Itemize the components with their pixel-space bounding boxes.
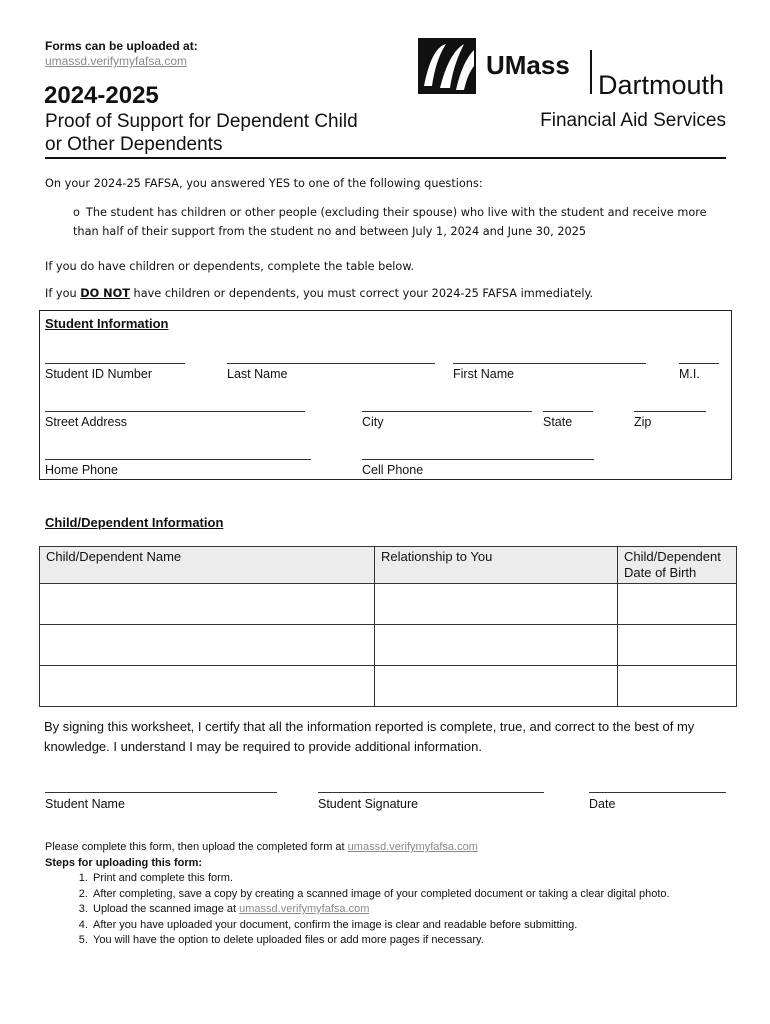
bullet-text: The student has children or other people (excluding their spouse) who live with the student and receive more than half of their support from the student no and between July 1, 2024 and June 30, 2025 (73, 206, 707, 238)
title-line-1: Proof of Support for Dependent Child (45, 111, 358, 132)
zip-label: Zip (634, 415, 652, 429)
dependent-name-cell[interactable] (40, 625, 375, 666)
header-divider (45, 157, 726, 159)
upload-instructions (45, 840, 735, 949)
date-line[interactable] (589, 792, 726, 793)
cell-phone-line[interactable] (362, 459, 594, 460)
student-info-heading: Student Information (45, 316, 169, 331)
title-line-2: or Other Dependents (45, 134, 223, 155)
street-address-line[interactable] (45, 411, 305, 412)
dependent-info-heading: Child/Dependent Information (45, 515, 224, 530)
student-id-label: Student ID Number (45, 367, 152, 381)
instructions-intro-text: Please complete this form, then upload the completed form at (45, 841, 348, 853)
zip-line[interactable] (634, 411, 706, 412)
if-not-suffix: have children or dependents, you must correct your 2024-25 FAFSA immediately. (129, 287, 594, 300)
if-have-dependents: If you do have children or dependents, complete the table below. (45, 260, 415, 273)
instructions-intro (45, 840, 735, 856)
instructions-upload-link[interactable]: umassd.verifymyfafsa.com (347, 841, 478, 853)
mi-line[interactable] (679, 363, 719, 364)
fafsa-question-bullet (73, 203, 728, 241)
dependent-name-cell[interactable] (40, 584, 375, 625)
last-name-label: Last Name (227, 367, 288, 381)
cell-phone-label: Cell Phone (362, 463, 424, 477)
student-information-box (39, 310, 732, 480)
list-item: 2. After completing, save a copy by creating a scanned image of your completed document or taking a clear digital photo. (91, 887, 735, 903)
relationship-cell[interactable] (375, 625, 618, 666)
date-of-birth-cell[interactable] (618, 584, 737, 625)
logo-campus-text: Dartmouth (598, 70, 725, 98)
mi-label: M.I. (679, 367, 700, 381)
department-name: Financial Aid Services (540, 110, 726, 131)
student-name-line[interactable] (45, 792, 277, 793)
date-label: Date (589, 797, 616, 811)
city-label: City (362, 415, 384, 429)
list-item: 4. After you have uploaded your document, confirm the image is clear and readable before submitting. (91, 918, 735, 934)
city-line[interactable] (362, 411, 532, 412)
table-row (40, 625, 737, 666)
state-line[interactable] (543, 411, 593, 412)
steps-list (45, 871, 735, 949)
logo-mark-icon (418, 38, 476, 94)
date-of-birth-cell[interactable] (618, 625, 737, 666)
student-signature-line[interactable] (318, 792, 544, 793)
form-year: 2024-2025 (44, 82, 159, 109)
street-address-label: Street Address (45, 415, 127, 429)
relationship-cell[interactable] (375, 666, 618, 707)
table-header-row (40, 547, 737, 584)
first-name-line[interactable] (453, 363, 646, 364)
form-title (45, 110, 425, 156)
table-row (40, 584, 737, 625)
col-dependent-name: Child/Dependent Name (40, 547, 375, 584)
relationship-cell[interactable] (375, 584, 618, 625)
umass-dartmouth-logo (416, 36, 726, 98)
dependents-table (39, 546, 737, 707)
date-of-birth-cell[interactable] (618, 666, 737, 707)
student-id-line[interactable] (45, 363, 185, 364)
first-name-label: First Name (453, 367, 515, 381)
table-row (40, 666, 737, 707)
student-signature-label: Student Signature (318, 797, 419, 811)
upload-link[interactable]: umassd.verifymyfafsa.com (45, 54, 188, 68)
fafsa-question-intro: On your 2024-25 FAFSA, you answered YES to one of the following questions: (45, 177, 483, 190)
col-relationship: Relationship to You (375, 547, 618, 584)
step3-upload-link[interactable]: umassd.verifymyfafsa.com (239, 903, 370, 915)
bullet-icon: o (73, 206, 80, 219)
dependent-name-cell[interactable] (40, 666, 375, 707)
state-label: State (543, 415, 573, 429)
home-phone-line[interactable] (45, 459, 311, 460)
home-phone-label: Home Phone (45, 463, 118, 477)
last-name-line[interactable] (227, 363, 435, 364)
step3-text: Upload the scanned image at (93, 903, 240, 915)
if-no-dependents (45, 287, 593, 300)
student-name-label: Student Name (45, 797, 125, 811)
list-item: 1. Print and complete this form. (91, 871, 735, 887)
if-not-emphasis: DO NOT (80, 287, 130, 300)
upload-heading: Forms can be uploaded at: (45, 39, 198, 53)
logo-umass-text: UMass (486, 50, 570, 80)
certification-text: By signing this worksheet, I certify that all the information reported is complete, true, and correct to the best of my knowledge. I understand I may be required to provide additional information. (44, 719, 695, 754)
if-not-prefix: If you (45, 287, 81, 300)
col-date-of-birth: Child/Dependent Date of Birth (618, 547, 737, 584)
list-item (91, 902, 735, 918)
list-item: 5. You will have the option to delete uploaded files or add more pages if necessary. (91, 933, 735, 949)
steps-heading: Steps for uploading this form: (45, 856, 203, 869)
